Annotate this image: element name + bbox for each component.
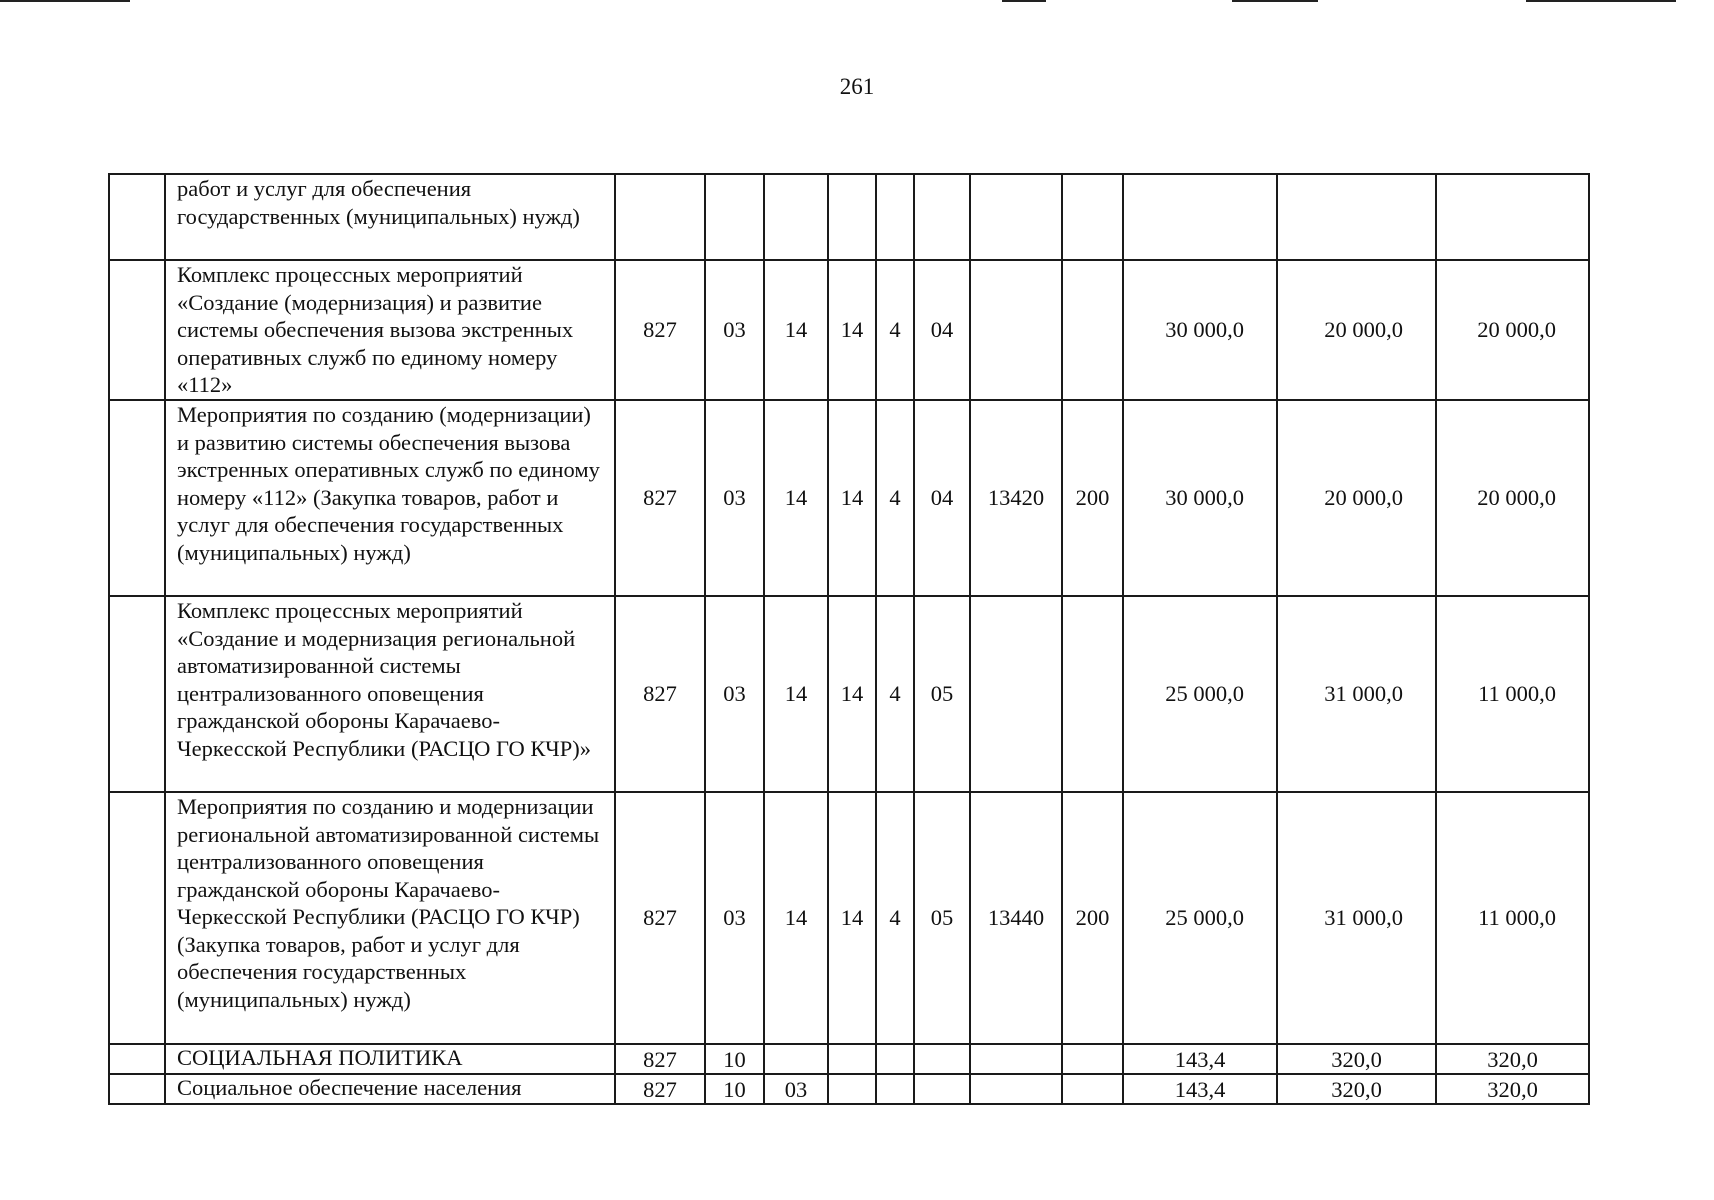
amount-year-2-cell: 31 000,0	[1277, 596, 1436, 792]
direction-cell: 13420	[970, 400, 1062, 596]
amount-year-1-cell: 30 000,0	[1123, 260, 1277, 400]
direction-cell	[970, 260, 1062, 400]
admin-code-cell: 827	[615, 792, 705, 1044]
page-number: 261	[839, 74, 875, 99]
expense-type-cell	[1062, 260, 1123, 400]
row-number-cell	[109, 400, 165, 596]
admin-code-cell: 827	[615, 400, 705, 596]
amount-year-1-cell: 143,4	[1123, 1074, 1277, 1104]
scan-edge-mark	[1002, 0, 1046, 2]
expense-name-cell: Мероприятия по созданию (модернизации) и развитию системы обеспечения вызова экстренных оперативных служб по единому номеру «112» (Закупка товаров, работ и услуг для обеспечения государственных (муниципальных) нужд)	[165, 400, 615, 596]
row-number-cell	[109, 1074, 165, 1104]
section-cell: 03	[705, 400, 764, 596]
expense-name-cell: Социальное обеспечение населения	[165, 1074, 615, 1104]
subprogram-type-cell: 4	[876, 400, 914, 596]
amount-year-1-cell: 143,4	[1123, 1044, 1277, 1074]
amount-year-3-cell: 11 000,0	[1436, 792, 1589, 1044]
amount-year-1-cell: 25 000,0	[1123, 596, 1277, 792]
row-number-cell	[109, 1044, 165, 1074]
amount-year-3-cell: 20 000,0	[1436, 400, 1589, 596]
table-row	[109, 260, 1589, 400]
amount-year-3-cell: 11 000,0	[1436, 596, 1589, 792]
table-row	[109, 174, 1589, 260]
admin-code-cell: 827	[615, 260, 705, 400]
program-cell	[828, 1074, 876, 1104]
amount-year-1-cell: 30 000,0	[1123, 400, 1277, 596]
table-row	[109, 1074, 1589, 1104]
direction-cell	[970, 1074, 1062, 1104]
amount-year-1-cell	[1123, 174, 1277, 260]
program-cell: 14	[828, 260, 876, 400]
subsection-cell: 14	[764, 596, 828, 792]
table-body	[109, 174, 1589, 1104]
row-number-cell	[109, 792, 165, 1044]
subsection-cell: 14	[764, 400, 828, 596]
scan-edge-mark	[0, 0, 130, 2]
expense-type-cell	[1062, 1074, 1123, 1104]
expense-name-cell: Комплекс процессных мероприятий «Создание и модернизация региональной автоматизированной системы централизованного оповещения гражданской обороны Карачаево-Черкесской Республики (РАСЦО ГО КЧР)»	[165, 596, 615, 792]
direction-cell	[970, 596, 1062, 792]
program-cell	[828, 1044, 876, 1074]
subsection-cell	[764, 1044, 828, 1074]
amount-year-3-cell: 320,0	[1436, 1044, 1589, 1074]
amount-year-2-cell: 320,0	[1277, 1044, 1436, 1074]
subprogram-cell	[914, 174, 970, 260]
table-row	[109, 400, 1589, 596]
expense-name-cell: Мероприятия по созданию и модернизации региональной автоматизированной системы централизованного оповещения гражданской обороны Карачаево-Черкесской Республики (РАСЦО ГО КЧР) (Закупка товаров, работ и услуг для обеспечения государственных (муниципальных) нужд)	[165, 792, 615, 1044]
table-row	[109, 792, 1589, 1044]
section-cell	[705, 174, 764, 260]
subprogram-type-cell	[876, 1074, 914, 1104]
subprogram-cell: 05	[914, 596, 970, 792]
amount-year-2-cell	[1277, 174, 1436, 260]
admin-code-cell: 827	[615, 1074, 705, 1104]
expense-name-cell: СОЦИАЛЬНАЯ ПОЛИТИКА	[165, 1044, 615, 1074]
subsection-cell: 03	[764, 1074, 828, 1104]
expense-name-cell: работ и услуг для обеспечения государственных (муниципальных) нужд)	[165, 174, 615, 260]
expense-type-cell: 200	[1062, 400, 1123, 596]
admin-code-cell: 827	[615, 596, 705, 792]
section-cell: 03	[705, 260, 764, 400]
section-cell: 10	[705, 1074, 764, 1104]
subprogram-type-cell	[876, 1044, 914, 1074]
admin-code-cell	[615, 174, 705, 260]
subprogram-cell	[914, 1074, 970, 1104]
amount-year-3-cell	[1436, 174, 1589, 260]
subsection-cell	[764, 174, 828, 260]
program-cell: 14	[828, 792, 876, 1044]
scan-edge-mark	[1526, 0, 1676, 2]
subprogram-cell: 04	[914, 400, 970, 596]
admin-code-cell: 827	[615, 1044, 705, 1074]
program-cell	[828, 174, 876, 260]
table-row	[109, 596, 1589, 792]
subsection-cell: 14	[764, 792, 828, 1044]
row-number-cell	[109, 260, 165, 400]
subprogram-cell	[914, 1044, 970, 1074]
expense-type-cell: 200	[1062, 792, 1123, 1044]
expense-type-cell	[1062, 596, 1123, 792]
amount-year-2-cell: 20 000,0	[1277, 400, 1436, 596]
section-cell: 03	[705, 596, 764, 792]
row-number-cell	[109, 596, 165, 792]
subprogram-type-cell: 4	[876, 596, 914, 792]
amount-year-1-cell: 25 000,0	[1123, 792, 1277, 1044]
subprogram-cell: 05	[914, 792, 970, 1044]
program-cell: 14	[828, 596, 876, 792]
row-number-cell	[109, 174, 165, 260]
expense-type-cell	[1062, 174, 1123, 260]
subprogram-cell: 04	[914, 260, 970, 400]
program-cell: 14	[828, 400, 876, 596]
amount-year-3-cell: 320,0	[1436, 1074, 1589, 1104]
direction-cell	[970, 1044, 1062, 1074]
table-row	[109, 1044, 1589, 1074]
amount-year-3-cell: 20 000,0	[1436, 260, 1589, 400]
subsection-cell: 14	[764, 260, 828, 400]
budget-table	[108, 173, 1590, 1105]
section-cell: 10	[705, 1044, 764, 1074]
direction-cell	[970, 174, 1062, 260]
expense-type-cell	[1062, 1044, 1123, 1074]
section-cell: 03	[705, 792, 764, 1044]
subprogram-type-cell	[876, 174, 914, 260]
subprogram-type-cell: 4	[876, 260, 914, 400]
amount-year-2-cell: 320,0	[1277, 1074, 1436, 1104]
scan-edge-mark	[1232, 0, 1318, 2]
subprogram-type-cell: 4	[876, 792, 914, 1044]
amount-year-2-cell: 20 000,0	[1277, 260, 1436, 400]
amount-year-2-cell: 31 000,0	[1277, 792, 1436, 1044]
direction-cell: 13440	[970, 792, 1062, 1044]
expense-name-cell: Комплекс процессных мероприятий «Создание (модернизация) и развитие системы обеспечения вызова экстренных оперативных служб по единому номеру «112»	[165, 260, 615, 400]
